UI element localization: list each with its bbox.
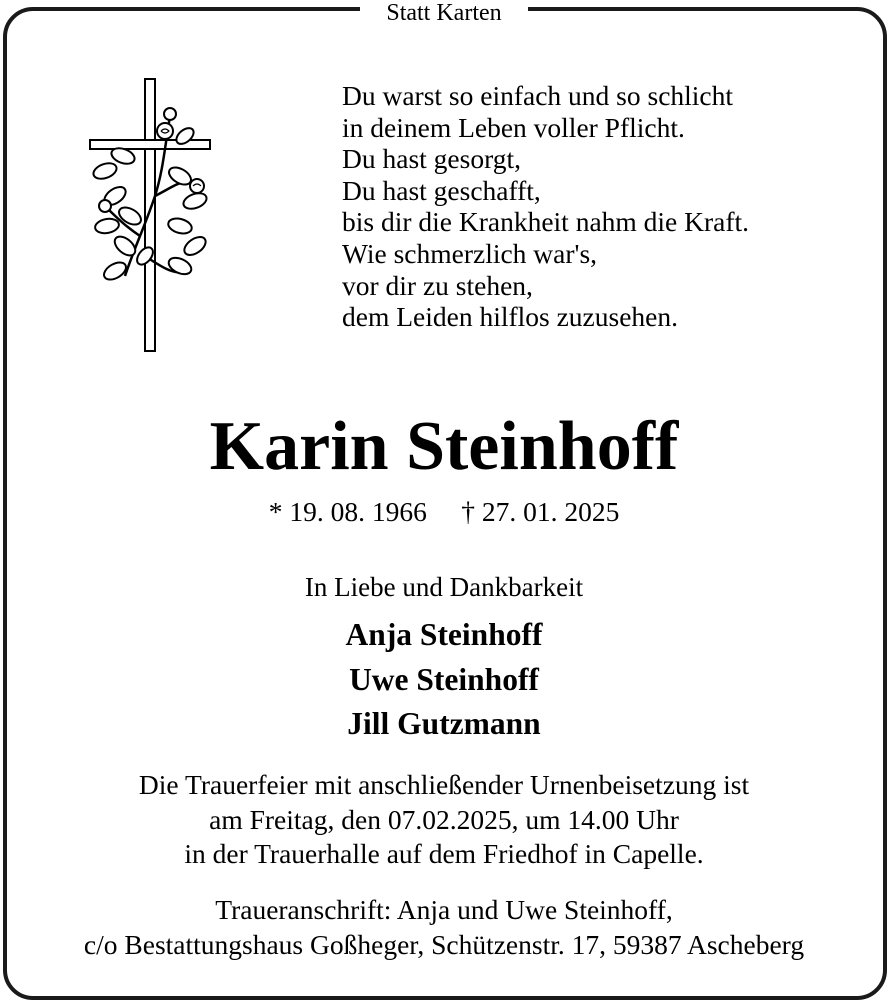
service-line: in der Trauerhalle auf dem Friedhof in Capelle. bbox=[184, 838, 704, 869]
poem bbox=[342, 80, 749, 333]
death-date: † 27. 01. 2025 bbox=[461, 496, 620, 527]
address-line: c/o Bestattungshaus Goßheger, Schützenstr. 17, 59387 Ascheberg bbox=[83, 928, 805, 960]
poem-line: vor dir zu stehen, bbox=[342, 269, 533, 301]
mourner-name: Anja Steinhoff bbox=[345, 617, 543, 652]
poem-line: bis dir die Krankheit nahm die Kraft. bbox=[342, 206, 750, 238]
mourners-list bbox=[0, 613, 888, 747]
service-info bbox=[0, 768, 888, 872]
mourners-intro: In Liebe und Dankbarkeit bbox=[304, 572, 584, 602]
service-line: Die Trauerfeier mit anschließender Urnenbeisetzung ist bbox=[138, 769, 750, 800]
mourner-name: Jill Gutzmann bbox=[347, 706, 541, 741]
poem-line: Du hast gesorgt, bbox=[342, 143, 521, 175]
mourner-name: Uwe Steinhoff bbox=[349, 661, 539, 697]
header-label bbox=[0, 0, 888, 28]
header-label-text: Statt Karten bbox=[360, 0, 527, 26]
deceased-name: Karin Steinhoff bbox=[209, 408, 679, 485]
mourning-address bbox=[0, 893, 888, 962]
birth-date: * 19. 08. 1966 bbox=[268, 496, 427, 527]
poem-line: Wie schmerzlich war's, bbox=[342, 237, 598, 269]
poem-line: Du warst so einfach und so schlicht bbox=[342, 80, 734, 111]
life-dates bbox=[0, 494, 888, 530]
poem-line: Du hast geschafft, bbox=[342, 174, 541, 206]
poem-line: dem Leiden hilflos zuzusehen. bbox=[342, 301, 679, 333]
service-line: am Freitag, den 07.02.2025, um 14.00 Uhr bbox=[209, 803, 679, 835]
cross-with-roses-icon bbox=[85, 76, 215, 356]
address-line: Traueranschrift: Anja und Uwe Steinhoff, bbox=[215, 894, 673, 925]
poem-line: in deinem Leben voller Pflicht. bbox=[342, 111, 685, 143]
